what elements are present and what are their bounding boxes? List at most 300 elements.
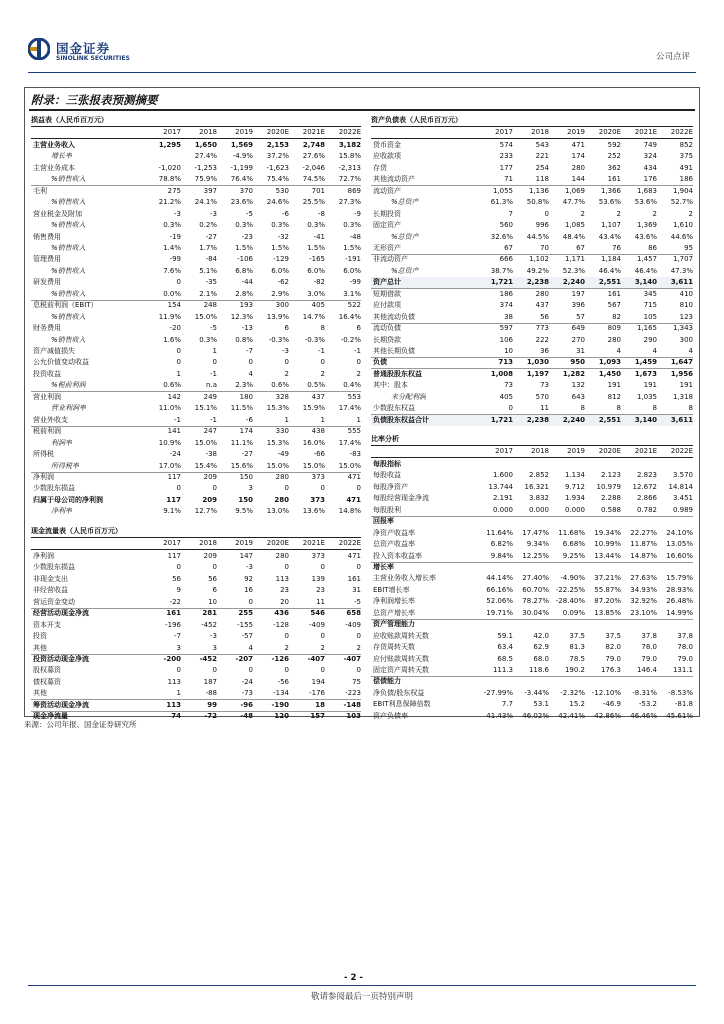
value-cell: 749: [643, 140, 657, 149]
value-cell: 2: [580, 209, 585, 218]
income-row: [31, 449, 361, 460]
value-cell: 375: [679, 152, 693, 161]
row-label: 应收账款周转天数: [373, 631, 429, 640]
row-label: 主营业务成本: [33, 163, 75, 172]
value-cell: 1,904: [672, 186, 693, 195]
value-cell: 0.6%: [271, 381, 289, 390]
value-cell: 16.0%: [302, 438, 325, 447]
value-cell: 16.60%: [666, 551, 693, 560]
value-cell: 10.979: [596, 482, 621, 491]
year-header-cell: 2019: [567, 128, 585, 137]
value-cell: 0: [356, 484, 361, 493]
value-cell: 247: [203, 427, 217, 436]
year-header-cell: 2017: [163, 128, 181, 137]
row-label: 应付款项: [373, 301, 401, 310]
value-cell: 13.05%: [666, 540, 693, 549]
value-cell: -19: [169, 232, 181, 241]
income-statement-table: [31, 115, 361, 516]
value-cell: 1,450: [598, 369, 621, 378]
value-cell: -3.44%: [524, 688, 549, 697]
value-cell: 113: [166, 700, 181, 709]
value-cell: 1,366: [600, 186, 621, 195]
value-cell: 254: [535, 163, 549, 172]
value-cell: 106: [499, 335, 513, 344]
year-header-cell: 2019: [235, 128, 253, 137]
row-label: 每股经营现金净流: [373, 494, 429, 503]
year-header-cell: 2021E: [302, 128, 325, 137]
value-cell: -129: [273, 255, 289, 264]
row-label: 其他流动资产: [373, 175, 415, 184]
row-label: 回报率: [373, 517, 394, 526]
value-cell: 74: [171, 712, 181, 721]
value-cell: 434: [643, 163, 657, 172]
value-cell: 14.87%: [630, 551, 657, 560]
value-cell: 2,153: [266, 140, 289, 149]
value-cell: 3,611: [670, 415, 693, 424]
row-label: EBIT利息保障倍数: [373, 700, 431, 709]
value-cell: 2.288: [600, 494, 621, 503]
balance-year-header: [371, 127, 693, 139]
value-cell: 139: [311, 574, 325, 583]
value-cell: 27.40%: [522, 574, 549, 583]
value-cell: 44.5%: [526, 232, 549, 241]
row-label: 营业外收支: [33, 415, 68, 424]
value-cell: -407: [343, 654, 361, 663]
value-cell: 3.451: [672, 494, 693, 503]
ratios-row: [371, 505, 693, 517]
value-cell: 5.1%: [199, 266, 217, 275]
value-cell: 1,647: [670, 358, 693, 367]
ratios-row: [371, 551, 693, 563]
cashflow-row: [31, 643, 361, 655]
year-header-cell: 2020E: [598, 447, 621, 456]
document-type: 公司点评: [655, 52, 690, 62]
row-label: 归属于母公司的净利润: [33, 495, 103, 504]
value-cell: -126: [271, 654, 289, 663]
value-cell: 9: [176, 586, 181, 595]
value-cell: 25.5%: [302, 198, 325, 207]
value-cell: 1,318: [672, 392, 693, 401]
value-cell: 48.4%: [562, 232, 585, 241]
value-cell: 546: [310, 609, 325, 618]
value-cell: 249: [203, 392, 217, 401]
income-row: [31, 140, 361, 151]
cashflow-row: [31, 608, 361, 619]
value-cell: 79.0: [605, 654, 621, 663]
value-cell: 405: [499, 392, 513, 401]
row-label: 营运资金变动: [33, 597, 75, 606]
balance-row: [371, 289, 693, 300]
row-label: 总资产增长率: [373, 608, 415, 617]
value-cell: 2,551: [598, 278, 621, 287]
value-cell: -407: [307, 654, 325, 663]
value-cell: 10.99%: [594, 540, 621, 549]
value-cell: 1,102: [528, 255, 549, 264]
value-cell: 4: [652, 347, 657, 355]
value-cell: 4: [248, 369, 253, 378]
sinolink-logo-icon: [28, 38, 50, 60]
value-cell: 12.7%: [194, 507, 217, 516]
value-cell: 2,240: [562, 415, 585, 424]
value-cell: 81.3: [569, 643, 585, 652]
balance-row: [371, 186, 693, 197]
value-cell: 56: [208, 574, 217, 583]
value-cell: 15.3%: [266, 438, 289, 447]
year-header-cell: 2021E: [634, 447, 657, 456]
ratios-row: [371, 516, 693, 527]
value-cell: 99: [207, 700, 217, 709]
cashflow-row: [31, 620, 361, 631]
value-cell: 141: [167, 427, 181, 436]
row-label: 负债: [373, 358, 387, 367]
row-label: 营业利润率: [51, 404, 86, 413]
value-cell: 530: [275, 186, 289, 195]
value-cell: 1,650: [194, 140, 217, 149]
value-cell: 809: [607, 324, 621, 333]
value-cell: 773: [535, 324, 549, 333]
row-label: 非经营收益: [33, 586, 68, 595]
value-cell: 0: [544, 209, 549, 218]
value-cell: 3,140: [634, 278, 657, 287]
value-cell: 713: [498, 358, 513, 367]
value-cell: 2.1%: [199, 289, 217, 298]
row-label: 每股股利: [373, 505, 401, 514]
value-cell: 82: [612, 312, 621, 321]
value-cell: 0: [212, 563, 217, 572]
balance-row: [371, 415, 693, 426]
year-header-cell: 2018: [199, 539, 217, 548]
value-cell: 87.20%: [594, 597, 621, 606]
income-row: [31, 506, 361, 517]
value-cell: 0: [284, 632, 289, 641]
value-cell: -24: [169, 450, 181, 459]
value-cell: 20: [280, 597, 289, 606]
value-cell: 209: [203, 551, 217, 560]
balance-row: [371, 335, 693, 346]
row-label: %销售收入: [51, 266, 86, 275]
income-row: [31, 346, 361, 357]
value-cell: -1: [210, 415, 217, 424]
value-cell: 82.0: [605, 643, 621, 652]
value-cell: 0.588: [600, 505, 621, 514]
value-cell: -0.3%: [304, 335, 325, 344]
value-cell: 68.0: [533, 654, 549, 663]
value-cell: 59.1: [497, 631, 513, 640]
value-cell: -1: [174, 415, 181, 424]
value-cell: -20: [169, 324, 181, 333]
row-label: 资产总计: [373, 278, 401, 287]
value-cell: 666: [499, 255, 513, 264]
value-cell: 43.4%: [598, 232, 621, 241]
row-label: 其他长期负债: [373, 347, 415, 355]
value-cell: 15.79%: [666, 574, 693, 583]
value-cell: 17.47%: [522, 528, 549, 537]
value-cell: -0.2%: [340, 335, 361, 344]
value-cell: 209: [203, 472, 217, 481]
value-cell: 13.9%: [266, 312, 289, 321]
row-label: 增长率: [51, 152, 72, 161]
value-cell: 252: [607, 152, 621, 161]
ratios-row: [371, 585, 693, 596]
appendix-frame: [24, 87, 700, 721]
value-cell: 15.9%: [302, 404, 325, 413]
row-label: 税前利润: [33, 427, 61, 436]
value-cell: 43.6%: [634, 232, 657, 241]
value-cell: -49: [277, 450, 289, 459]
ratios-row: [371, 654, 693, 665]
value-cell: 1.5%: [307, 243, 325, 252]
row-label: 主营业务收入增长率: [373, 574, 436, 583]
value-cell: -73: [241, 689, 253, 698]
row-label: 存货: [373, 163, 387, 172]
value-cell: -5: [210, 324, 217, 333]
value-cell: 280: [535, 289, 549, 298]
row-label: %销售收入: [51, 175, 86, 184]
income-title: 损益表（人民币百万元）: [31, 115, 361, 127]
value-cell: 0: [320, 666, 325, 675]
value-cell: 2: [320, 643, 325, 652]
row-label: %销售收入: [51, 198, 86, 207]
value-cell: 161: [347, 574, 361, 583]
value-cell: 2: [320, 369, 325, 378]
value-cell: 16: [244, 586, 253, 595]
value-cell: 574: [499, 140, 513, 149]
value-cell: 23.6%: [230, 198, 253, 207]
value-cell: 0.3%: [307, 221, 325, 230]
value-cell: 38: [504, 312, 513, 321]
value-cell: -1,199: [230, 163, 253, 172]
value-cell: 9.84%: [490, 551, 513, 560]
value-cell: 0.3%: [343, 221, 361, 230]
value-cell: 0: [176, 347, 181, 355]
income-row: [31, 392, 361, 403]
ratios-row: [371, 528, 693, 539]
value-cell: 52.3%: [562, 266, 585, 275]
value-cell: 2.123: [600, 471, 621, 480]
value-cell: 36: [540, 347, 549, 355]
ratios-row: [371, 470, 693, 481]
value-cell: 0: [176, 484, 181, 493]
value-cell: 15.3%: [266, 404, 289, 413]
row-label: 负债股东权益合计: [373, 415, 429, 424]
value-cell: 0.6%: [163, 381, 181, 390]
value-cell: 113: [275, 574, 289, 583]
value-cell: -62: [277, 278, 289, 287]
value-cell: 0.3%: [271, 221, 289, 230]
value-cell: 1.5%: [343, 243, 361, 252]
value-cell: 555: [347, 427, 361, 436]
value-cell: 1,035: [636, 392, 657, 401]
year-header-cell: 2022E: [670, 447, 693, 456]
value-cell: 1,343: [672, 324, 693, 333]
value-cell: 543: [535, 140, 549, 149]
balance-row: [371, 346, 693, 358]
value-cell: 193: [239, 301, 253, 310]
value-cell: 53.6%: [598, 198, 621, 207]
value-cell: 701: [311, 186, 325, 195]
ratios-row: [371, 493, 693, 504]
value-cell: 11.5%: [230, 404, 253, 413]
value-cell: 0.8%: [235, 335, 253, 344]
value-cell: -23: [241, 232, 253, 241]
income-row: [31, 243, 361, 254]
value-cell: 14.99%: [666, 608, 693, 617]
value-cell: 0.4%: [343, 381, 361, 390]
value-cell: 78.0: [641, 643, 657, 652]
value-cell: 73: [540, 381, 549, 390]
value-cell: 11.0%: [158, 404, 181, 413]
value-cell: 209: [202, 495, 217, 504]
value-cell: 132: [571, 381, 585, 390]
value-cell: -7: [246, 347, 253, 355]
value-cell: 1,369: [636, 221, 657, 230]
value-cell: -134: [273, 689, 289, 698]
row-label: 所得税率: [51, 461, 79, 470]
ratios-row: [371, 688, 693, 699]
value-cell: 0.3%: [199, 335, 217, 344]
cashflow-row: [31, 700, 361, 712]
value-cell: 12.3%: [230, 312, 253, 321]
cash-flow-table: [31, 526, 361, 721]
row-label: 现金净流量: [33, 712, 68, 721]
row-label: %总资产: [391, 266, 419, 275]
balance-row: [371, 312, 693, 324]
row-label: %销售收入: [51, 243, 86, 252]
value-cell: 37.8: [641, 631, 657, 640]
value-cell: 280: [607, 335, 621, 344]
value-cell: 6.0%: [343, 266, 361, 275]
value-cell: 1,956: [670, 369, 693, 378]
value-cell: -56: [277, 677, 289, 686]
value-cell: -452: [201, 620, 217, 629]
value-cell: 52.06%: [486, 597, 513, 606]
income-row: [31, 209, 361, 220]
value-cell: -3: [174, 209, 181, 218]
value-cell: 11.64%: [486, 528, 513, 537]
value-cell: 37.2%: [266, 152, 289, 161]
value-cell: n.a: [206, 381, 217, 390]
value-cell: 11.87%: [630, 540, 657, 549]
value-cell: 31: [352, 586, 361, 595]
row-label: 主营业务收入: [33, 140, 75, 149]
value-cell: -32: [277, 232, 289, 241]
value-cell: -200: [163, 654, 181, 663]
value-cell: 32.6%: [490, 232, 513, 241]
row-label: %总资产: [391, 198, 419, 207]
row-label: 管理费用: [33, 255, 61, 264]
year-header-cell: 2022E: [670, 128, 693, 137]
value-cell: 8: [320, 324, 325, 333]
income-row: [31, 357, 361, 368]
value-cell: 117: [167, 551, 181, 560]
row-label: 每股指标: [373, 459, 401, 468]
income-row: [31, 163, 361, 174]
cashflow-row: [31, 585, 361, 596]
value-cell: -27: [205, 232, 217, 241]
ratios-row: [371, 482, 693, 493]
page-header: [28, 38, 696, 72]
value-cell: 1,721: [490, 278, 513, 287]
value-cell: 10: [504, 347, 513, 355]
value-cell: 74.5%: [302, 175, 325, 184]
value-cell: 522: [347, 301, 361, 310]
value-cell: 592: [607, 140, 621, 149]
value-cell: 471: [347, 472, 361, 481]
value-cell: 13.0%: [266, 507, 289, 516]
row-label: 流动资产: [373, 186, 401, 195]
value-cell: 553: [347, 392, 361, 401]
value-cell: 34.93%: [630, 585, 657, 594]
year-header-cell: 2019: [235, 539, 253, 548]
value-cell: 24.6%: [266, 198, 289, 207]
value-cell: 1.7%: [199, 243, 217, 252]
value-cell: 8: [652, 404, 657, 413]
value-cell: 11: [316, 597, 325, 606]
row-label: 资产负债率: [373, 711, 408, 720]
value-cell: 2: [652, 209, 657, 218]
value-cell: 27.4%: [194, 152, 217, 161]
year-header-cell: 2021E: [634, 128, 657, 137]
ratios-row: [371, 562, 693, 573]
value-cell: -28.40%: [555, 597, 585, 606]
value-cell: 373: [311, 472, 325, 481]
income-row: [31, 323, 361, 334]
ratios-row: [371, 608, 693, 620]
cashflow-row: [31, 654, 361, 665]
value-cell: 9.34%: [526, 540, 549, 549]
value-cell: 0: [176, 278, 181, 287]
value-cell: 1,707: [672, 255, 693, 264]
row-label: 净利率: [51, 507, 72, 516]
value-cell: 0.3%: [235, 221, 253, 230]
value-cell: 3: [212, 643, 217, 652]
income-row: [31, 174, 361, 186]
value-cell: 0: [284, 666, 289, 675]
value-cell: -148: [343, 700, 361, 709]
value-cell: 1,683: [636, 186, 657, 195]
value-cell: 17.0%: [158, 461, 181, 470]
value-cell: 76.4%: [230, 175, 253, 184]
value-cell: 0: [320, 484, 325, 493]
row-label: %销售收入: [51, 221, 86, 230]
row-label: 未分配利润: [391, 392, 426, 401]
income-row: [31, 151, 361, 162]
income-row: [31, 335, 361, 346]
value-cell: 75: [352, 677, 361, 686]
row-label: 其中：股本: [373, 381, 408, 390]
value-cell: -8.53%: [668, 688, 693, 697]
year-header-cell: 2018: [531, 447, 549, 456]
ratio-analysis-table: [371, 434, 693, 720]
value-cell: 68.5: [497, 654, 513, 663]
row-label: 公允价值变动收益: [33, 358, 89, 367]
value-cell: 0.000: [564, 505, 585, 514]
row-label: 资本开支: [33, 620, 61, 629]
value-cell: 78.0: [677, 643, 693, 652]
value-cell: 436: [274, 609, 289, 618]
value-cell: 1.5%: [271, 243, 289, 252]
value-cell: 186: [499, 289, 513, 298]
value-cell: -84: [205, 255, 217, 264]
year-header-cell: 2018: [199, 128, 217, 137]
value-cell: 16.4%: [338, 312, 361, 321]
value-cell: 0.989: [672, 505, 693, 514]
value-cell: 438: [311, 427, 325, 436]
value-cell: 1,569: [230, 140, 253, 149]
row-label: 利润率: [51, 438, 72, 447]
value-cell: 0: [356, 632, 361, 641]
value-cell: -66: [313, 450, 325, 459]
